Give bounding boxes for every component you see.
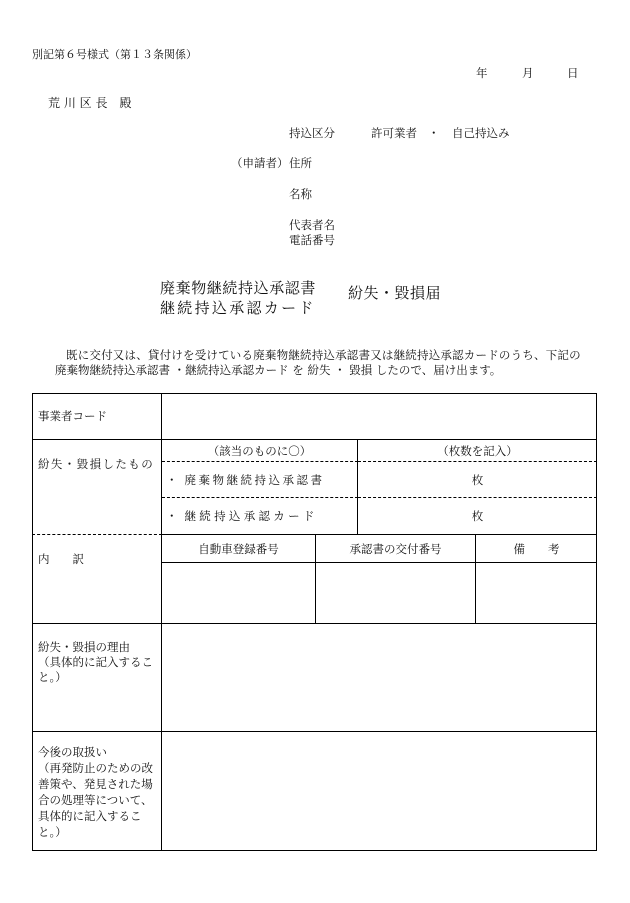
column-header-remarks: 備 考 [476,535,597,563]
future-handling-label-line: と。） [38,825,67,839]
future-handling-label-line: （再発防止のための改 [38,761,153,775]
date-year-label: 年 [476,66,488,80]
remarks-field[interactable] [476,563,597,624]
representative-label: 代表者名 [289,218,335,232]
future-handling-label-line: 具体的に記入するこ [38,809,142,823]
bullet-icon: ・ [166,472,178,487]
vehicle-number-field[interactable] [162,563,316,624]
column-header-vehicle-number: 自動車登録番号 [162,535,316,563]
statement-line-1: 既に交付又は、貸付けを受けている廃棄物継続持込承認書又は継続持込承認カードのうち、下記の [66,348,581,362]
name-label: 名称 [289,187,312,201]
business-code-label: 事業者コード [32,393,162,440]
lost-items-header-item: （該当のものに〇） [162,440,358,462]
business-code-field[interactable] [162,393,597,440]
future-handling-label-line: 善策や、発見された場 [38,777,153,791]
applicant-role-label: （申請者） [231,156,289,170]
breakdown-label: 内 訳 [32,535,162,624]
reason-label [32,624,162,732]
category-option-permit-holder: 許可業者 [371,126,417,140]
bullet-icon: ・ [166,509,178,523]
reason-label-line: と。） [38,670,67,684]
statement-line-2: 廃棄物継続持込承認書 ・継続持込承認カード を 紛失 ・ 毀損 したので、届け出ます。 [55,363,502,377]
column-header-issue-number: 承認書の交付番号 [316,535,476,563]
future-handling-label-line: 合の処理等について、 [38,793,153,807]
count-unit-label: 枚 [471,472,484,487]
title-line-1: 廃棄物継続持込承認書 [160,279,317,297]
count-unit-label: 枚 [471,509,484,523]
lost-item-count-field-approval-document[interactable] [358,462,597,498]
future-handling-label-line: 今後の取扱い [38,745,107,759]
title-line-2: 継続持込承認カード [160,299,316,317]
form-number: 別記第６号様式（第１３条関係） [32,48,197,61]
date-day-label: 日 [567,66,579,80]
issue-number-field[interactable] [316,563,476,624]
lost-items-header-count: （枚数を記入） [358,440,597,462]
lost-item-count-field-approval-card[interactable] [358,498,597,535]
date-month-label: 月 [522,66,534,80]
lost-item-name: 継続持込承認カード [184,509,318,523]
future-handling-field[interactable] [162,732,597,851]
title-suffix: 紛失・毀損届 [348,284,442,302]
reason-field[interactable] [162,624,597,732]
category-separator: ・ [428,126,440,140]
lost-item-row-approval-card [162,498,358,535]
lost-item-name: 廃棄物継続持込承認書 [184,472,325,487]
addressee: 荒 川 区 長 殿 [48,96,132,110]
reason-label-line: 紛失・毀損の理由 [38,640,130,654]
reason-label-line: （具体的に記入するこ [38,655,153,669]
category-label: 持込区分 [289,126,335,140]
lost-items-label: 紛失・毀損したもの [32,440,162,535]
future-handling-label [32,732,162,851]
lost-item-row-approval-document [162,462,358,498]
address-label: 住所 [289,156,312,170]
report-table [32,393,597,851]
category-option-self-delivery: 自己持込み [452,126,510,140]
phone-label: 電話番号 [289,233,335,247]
